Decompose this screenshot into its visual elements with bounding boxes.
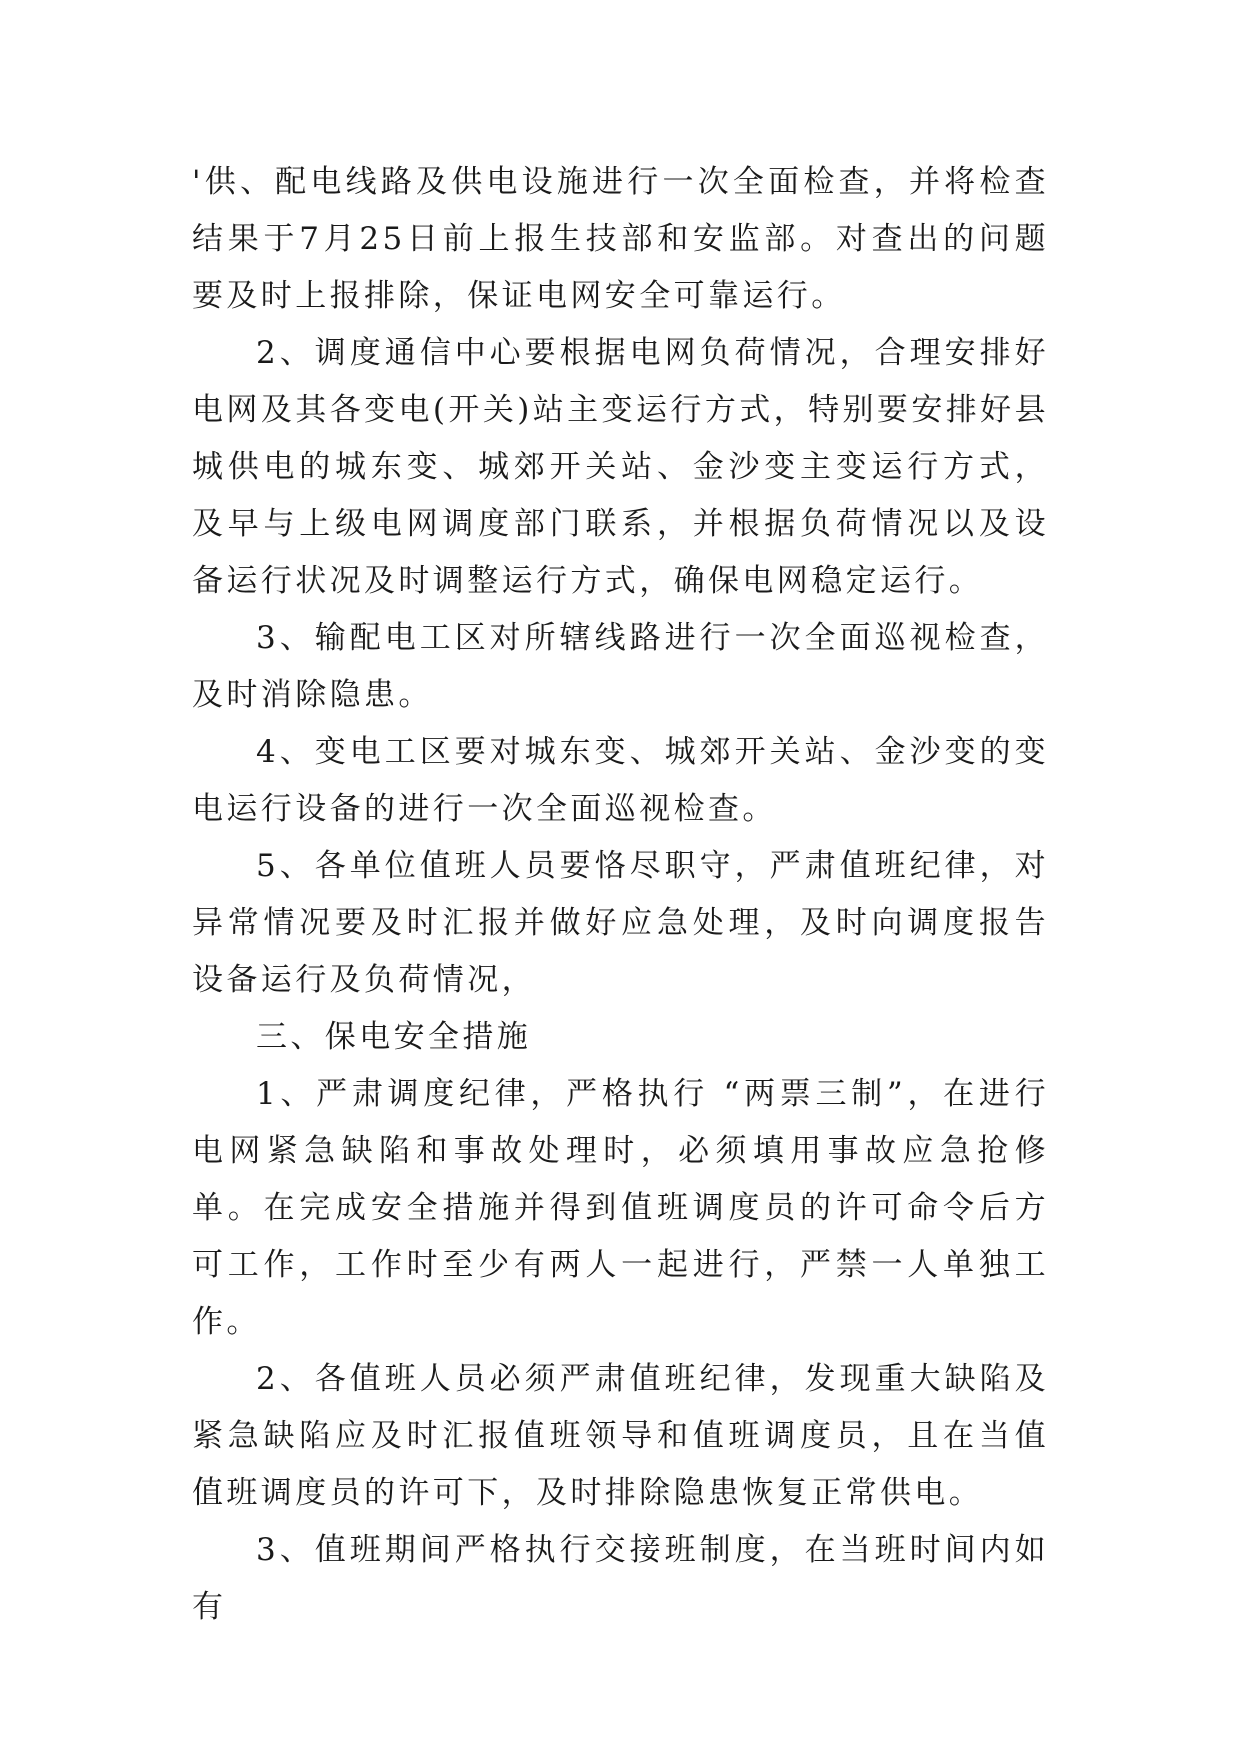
- paragraph-measure-2: 2、各值班人员必须严肃值班纪律，发现重大缺陷及紧急缺陷应及时汇报值班领导和值班调度员，且在当值值班调度员的许可下，及时排除隐患恢复正常供电。: [192, 1361, 1049, 1511]
- paragraph-item-5: 5、各单位值班人员要恪尽职守，严肃值班纪律，对异常情况要及时汇报并做好应急处理，及时向调度报告设备运行及负荷情况，: [192, 848, 1049, 998]
- paragraph-item-3: 3、输配电工区对所辖线路进行一次全面巡视检查，及时消除隐患。: [192, 620, 1049, 713]
- document-body: [192, 154, 1049, 1636]
- section-heading-3: 三、保电安全措施: [256, 1019, 532, 1055]
- paragraph-measure-1: 1、严肃调度纪律，严格执行 “两票三制”，在进行电网紧急缺陷和事故处理时，必须填用事故应急抢修单。在完成安全措施并得到值班调度员的许可命令后方可工作，工作时至少有两人一起进行，严禁一人单独工作。: [192, 1076, 1049, 1340]
- paragraph-measure-3: 3、值班期间严格执行交接班制度，在当班时间内如有: [192, 1532, 1049, 1625]
- paragraph-item-4: 4、变电工区要对城东变、城郊开关站、金沙变的变电运行设备的进行一次全面巡视检查。: [192, 734, 1049, 827]
- paragraph-item-2: 2、调度通信中心要根据电网负荷情况，合理安排好电网及其各变电(开关)站主变运行方式，特别要安排好县城供电的城东变、城郊开关站、金沙变主变运行方式，及早与上级电网调度部门联系，并根据负荷情况以及设备运行状况及时调整运行方式，确保电网稳定运行。: [192, 335, 1049, 599]
- paragraph-continuation: '供、配电线路及供电设施进行一次全面检查，并将检查结果于7月25日前上报生技部和安监部。对查出的问题要及时上报排除，保证电网安全可靠运行。: [192, 164, 1049, 314]
